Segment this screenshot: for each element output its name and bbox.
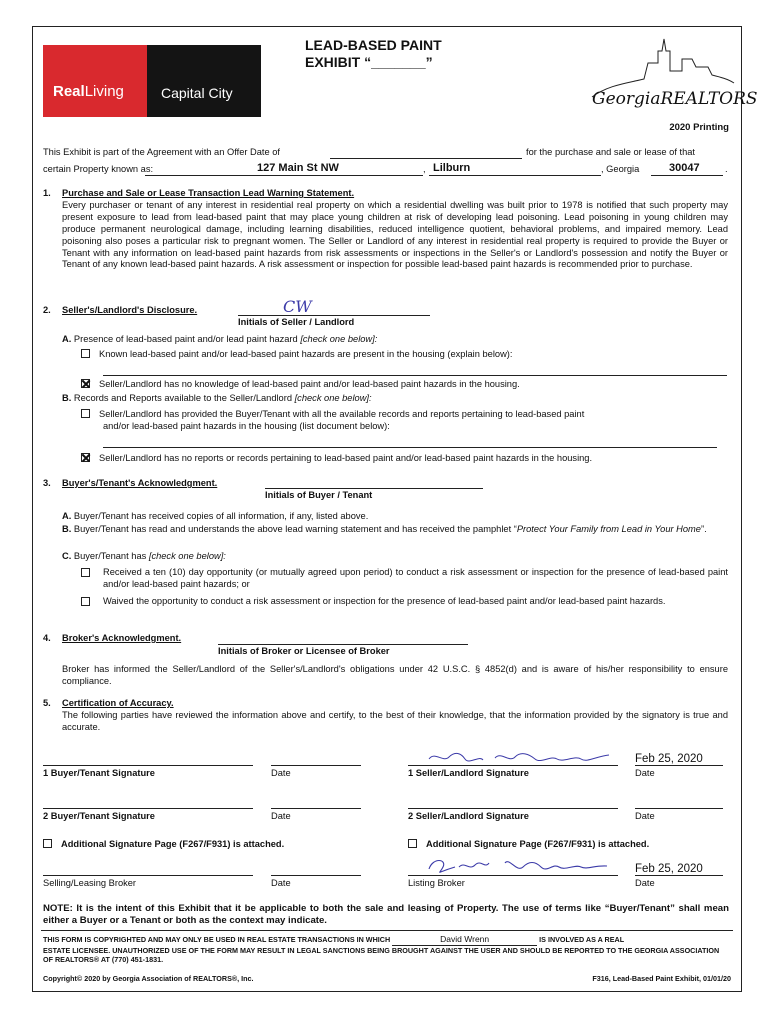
title-line2: EXHIBIT “_______” bbox=[305, 53, 433, 70]
city-value: Lilburn bbox=[433, 162, 471, 174]
s5-num: 5. bbox=[43, 698, 51, 708]
listing-broker-signature-mark bbox=[425, 855, 615, 879]
note-text: NOTE: It is the intent of this Exhibit that it be applicable to both the sale and leasing of Property. The use of terms like “Buyer/Tenant” shall mean either a Buyer or a Tenant or both as the context may indicate. bbox=[43, 903, 729, 927]
buyer1-signature-field[interactable] bbox=[43, 765, 253, 766]
buyer-initials-field[interactable] bbox=[265, 488, 483, 489]
real-living-logo bbox=[43, 45, 147, 117]
footer-form-id: F316, Lead-Based Paint Exhibit, 01/01/20 bbox=[592, 974, 731, 983]
s3c-label: C. bbox=[62, 551, 72, 561]
s3b-item bbox=[62, 524, 728, 536]
s2b-opt1-text-2: and/or lead-based paint hazards in the housing (list document below): bbox=[103, 421, 390, 431]
s3b-end: ”. bbox=[700, 524, 707, 534]
s3c-opt1-checkbox[interactable] bbox=[81, 568, 90, 577]
s2b-opt1-text-1: Seller/Landlord has provided the Buyer/Tenant with all the available records and reports pertaining to lead-based paint bbox=[99, 409, 585, 419]
logo-brand-b: Living bbox=[84, 82, 124, 100]
seller2-label: 2 Seller/Landlord Signature bbox=[408, 811, 529, 821]
listing-broker-date-label: Date bbox=[635, 878, 655, 888]
footer-copyright: Copyright© 2020 by Georgia Association of REALTORS®, Inc. bbox=[43, 974, 254, 983]
s3a-text: Buyer/Tenant has received copies of all information, if any, listed above. bbox=[73, 511, 369, 521]
address-field[interactable] bbox=[145, 175, 423, 176]
s3b-label: B. bbox=[62, 524, 72, 534]
s3c-opt1-text: Received a ten (10) day opportunity (or mutually agreed upon period) to conduct a risk assessment or inspection for the presence of lead-based paint and/or lead-based paint hazards; or bbox=[103, 567, 728, 589]
footer-copy bbox=[43, 934, 729, 964]
selling-broker-field[interactable] bbox=[43, 875, 253, 876]
s3c-hint: [check one below]: bbox=[148, 551, 226, 561]
s2b-documents-field[interactable] bbox=[103, 447, 717, 448]
s2a-explain-field[interactable] bbox=[103, 375, 727, 376]
s2b-opt2-checkbox[interactable] bbox=[81, 453, 90, 462]
s4-body: Broker has informed the Seller/Landlord of the Seller's/Landlord's obligations under 42 U.S.C. § 4852(d) and is aware of his/her responsibility to ensure compliance. bbox=[62, 664, 728, 686]
state-label: , Georgia bbox=[601, 164, 640, 174]
footer-divider bbox=[41, 930, 733, 931]
title-line1: LEAD-BASED PAINT bbox=[305, 37, 442, 53]
s2b-label: B. bbox=[62, 393, 72, 403]
buyer2-date-field[interactable] bbox=[271, 808, 361, 809]
s3-num: 3. bbox=[43, 478, 51, 488]
s1-num: 1. bbox=[43, 188, 51, 198]
additional-seller-text: Additional Signature Page (F267/F931) is attached. bbox=[426, 839, 650, 849]
footer-copy-b: IS INVOLVED AS A REAL bbox=[539, 935, 625, 944]
s5-body: The following parties have reviewed the information above and certify, to the best of their knowledge, that the information provided by the signatory is true and accurate. bbox=[62, 710, 728, 732]
s2b-text: Records and Reports available to the Seller/Landlord bbox=[73, 393, 292, 403]
logo-city: Capital City bbox=[161, 85, 233, 102]
s2-heading: Seller's/Landlord's Disclosure. bbox=[62, 305, 198, 315]
s3c-opt2-text: Waived the opportunity to conduct a risk assessment or inspection for the presence of lead-based paint and/or lead-based paint hazards. bbox=[103, 596, 666, 606]
s1-body: Every purchaser or tenant of any interest in residential real property on which a residential dwelling was built prior to 1978 is notified that such property may present exposure to lead from lead-based paint that may place young children at risk of developing lead poisoning. Lead poisoning in young children may produce permanent neurological damage, including learning disabilities, reduced intelligence quotient, behavioral problems, and impaired memory. Lead poisoning also poses a particular risk to pregnant women. The Seller or Landlord of any interest in residential real property is required to provide the Buyer or Tenant with any information on lead-based paint hazards from risk assessments or inspections in the Seller's or Landlord's possession and notify the Buyer or Tenant of any known lead-based paint hazards. A risk assessment or inspection for possible lead-based paint hazards is recommended prior to purchase. bbox=[62, 200, 728, 270]
listing-broker-label: Listing Broker bbox=[408, 878, 465, 888]
selling-broker-date-label: Date bbox=[271, 878, 291, 888]
s2a-text: Presence of lead-based paint and/or lead paint hazard bbox=[73, 334, 298, 344]
form-page: RealLiving Capital City LEAD-BASED PAINT EXHIBIT “_______” GeorgiaREALTORS 2020 Printing This Exhibit is part of the Agreement with an Offer Date of for the purchase and sale or lease of that certain Property known as: 127 Main St NW , Lilburn , Georgia 30047 . 1. Purchase and Sale or Lease Transaction Lead Warning Statement. Every purchaser or tenant of any interest in residential real property on which a residential dwelling was built prior to 1978 is notified that such property may present exposure to lead from lead-based paint that may place young children at risk of developing lead poisoning. Lead poisoning in young children may produce permanent neurological damage, including learning disabilities, reduced intelligence quotient, behavioral problems, and impaired memory. Lead poisoning also poses a particular risk to pregnant women. The Seller or Landlord of any interest in residential real property is required to provide the Buyer or Tenant with any information on lead-based paint hazards from risk assessments or inspections in the Seller's or Landlord's possession and notify the Buyer or Tenant of any known lead-based paint hazards. A risk assessment or inspection for possible lead-based paint hazards is recommended prior to purchase. 2. Seller's/Landlord's Disclosure. CW Initials of Seller / Landlord A. Presence of lead-based paint and/or lead paint hazard [check one below]: Known lead-based paint and/or lead-based paint hazards are present in the housing (explain below): Seller/Landlord has no knowledge of lead-based paint and/or lead-based paint hazards in the housing. B. Records and Reports available to the Seller/Landlord [check one below]: Seller/Landlord has provided the Buyer/Tenant with all the available records and reports pertaining to lead-based paint and/or lead-based paint hazards in the housing (list document below): Seller/Landlord has no reports or records pertaining to lead-based paint and/or lead-based paint hazards in the housing. 3. Buyer's/Tenant's Acknowledgment. Initials of Buyer / Tenant A. Buyer/Tenant has received copies of all information, if any, listed above. B. Buyer/Tenant has read and understands the above lead warning statement and has received the pamphlet “Protect Your Family from Lead in Your Home”. C. Buyer/Tenant has [check one below]: Received a ten (10) day opportunity (or mutually agreed upon period) to conduct a risk assessment or inspection for the presence of lead-based paint and/or lead-based paint hazards; or Waived the opportunity to conduct a risk assessment or inspection for the presence of lead-based paint and/or lead-based paint hazards. 4. Broker's Acknowledgment. Initials of Broker or Licensee of Broker Broker has informed the Seller/Landlord of the Seller's/Landlord's obligations under 42 U.S.C. § 4852(d) and is aware of his/her responsibility to ensure compliance. 5. Certification of Accuracy. The following parties have reviewed the information above and certify, to the best of their knowledge, that the information provided by the signatory is true and accurate. 1 Buyer/Tenant Signature Date 1 Seller/Landlord Signature Feb 25, 2020 Date 2 Buyer/Tenant Signature Date 2 Seller/Landlord Signature Date Additional Signature Page (F267/F931) is attached. Additional Signature Page (F267/F931) is attached. Selling/Leasing Broker Date Listing Broker Feb 25, 2020 Date NOTE: It is the intent of this Exhibit that it be applicable to both the sale and leasing of Property. The use of terms like “Buyer/Tenant” shall mean either a Buyer or a Tenant or both as the context may indicate. THIS FORM IS COPYRIGHTED AND MAY ONLY BE USED IN REAL ESTATE TRANSACTIONS IN WHICH David Wrenn IS INVOLVED AS A REAL ESTATE LICENSEE. UNAUTHORIZED USE OF THE FORM MAY RESULT IN LEGAL SANCTIONS BEING BROUGHT AGAINST THE USER AND SHOULD BE REPORTED TO THE GEORGIA ASSOCIATION OF REALTORS® AT (770) 451-1831. Copyright© 2020 by Georgia Association of REALTORS®, Inc. F316, Lead-Based Paint Exhibit, 01/01/20 bbox=[32, 26, 742, 992]
seller2-date-field[interactable] bbox=[635, 808, 723, 809]
additional-buyer-text: Additional Signature Page (F267/F931) is attached. bbox=[61, 839, 285, 849]
buyer2-date-label: Date bbox=[271, 811, 291, 821]
selling-broker-label: Selling/Leasing Broker bbox=[43, 878, 137, 888]
buyer1-date-field[interactable] bbox=[271, 765, 361, 766]
s2b-opt1-checkbox[interactable] bbox=[81, 409, 90, 418]
s2a-opt1-text: Known lead-based paint and/or lead-based paint hazards are present in the housing (explain below): bbox=[99, 349, 513, 359]
intro-part1: This Exhibit is part of the Agreement with an Offer Date of bbox=[43, 147, 281, 157]
georgia-realtors-logo bbox=[588, 35, 758, 117]
s2a-opt2-checkbox[interactable] bbox=[81, 379, 90, 388]
seller-initials-label: Initials of Seller / Landlord bbox=[238, 317, 355, 327]
printing-year: 2020 Printing bbox=[669, 122, 729, 133]
intro-part2: for the purchase and sale or lease of that bbox=[526, 147, 696, 157]
s2a-hint: [check one below]: bbox=[300, 334, 378, 344]
buyer2-signature-field[interactable] bbox=[43, 808, 253, 809]
s4-heading: Broker's Acknowledgment. bbox=[62, 633, 182, 643]
broker-initials-label: Initials of Broker or Licensee of Broker bbox=[218, 646, 390, 656]
s4-num: 4. bbox=[43, 633, 51, 643]
buyer1-date-label: Date bbox=[271, 768, 291, 778]
seller1-date-value: Feb 25, 2020 bbox=[635, 753, 703, 765]
footer-licensee: David Wrenn bbox=[392, 934, 537, 946]
s3c-opt2-checkbox[interactable] bbox=[81, 597, 90, 606]
s2a-opt1-checkbox[interactable] bbox=[81, 349, 90, 358]
s2a-label: A. bbox=[62, 334, 72, 344]
s3a-label: A. bbox=[62, 511, 72, 521]
selling-broker-date-field[interactable] bbox=[271, 875, 361, 876]
capital-city-logo bbox=[147, 45, 261, 117]
s3b-text: Buyer/Tenant has read and understands the above lead warning statement and has received the pamphlet “ bbox=[73, 524, 517, 534]
intro-part3: certain Property known as: bbox=[43, 164, 154, 174]
footer-copy-c: ESTATE LICENSEE. UNAUTHORIZED USE OF THE FORM MAY RESULT IN LEGAL SANCTIONS BEING BROUGHT AGAINST THE USER AND SHOULD BE REPORTED TO THE GEORGIA ASSOCIATION OF REALTORS® AT (770) 451-1831. bbox=[43, 945, 720, 964]
footer-copy-a: THIS FORM IS COPYRIGHTED AND MAY ONLY BE USED IN REAL ESTATE TRANSACTIONS IN WHICH bbox=[43, 935, 391, 944]
buyer1-label: 1 Buyer/Tenant Signature bbox=[43, 768, 155, 778]
address-value: 127 Main St NW bbox=[257, 162, 339, 174]
form-title bbox=[305, 37, 442, 71]
s2b-hint: [check one below]: bbox=[294, 393, 372, 403]
buyer2-label: 2 Buyer/Tenant Signature bbox=[43, 811, 155, 821]
s2b-opt2-text: Seller/Landlord has no reports or records pertaining to lead-based paint and/or lead-based paint hazards in the housing. bbox=[99, 453, 593, 463]
additional-buyer-checkbox[interactable] bbox=[43, 839, 52, 848]
seller-initials-value: CW bbox=[283, 297, 312, 316]
s3c-text: Buyer/Tenant has bbox=[73, 551, 147, 561]
logo-brand-a: Real bbox=[53, 82, 85, 100]
s2a-opt2-text: Seller/Landlord has no knowledge of lead-based paint and/or lead-based paint hazards in the housing. bbox=[99, 379, 520, 389]
offer-date-field[interactable] bbox=[330, 158, 522, 159]
seller2-signature-field[interactable] bbox=[408, 808, 618, 809]
s5-heading: Certification of Accuracy. bbox=[62, 698, 174, 708]
buyer-initials-label: Initials of Buyer / Tenant bbox=[265, 490, 373, 500]
additional-seller-checkbox[interactable] bbox=[408, 839, 417, 848]
seller1-date-label: Date bbox=[635, 768, 655, 778]
city-field[interactable] bbox=[429, 175, 601, 176]
s2-num: 2. bbox=[43, 305, 51, 315]
zip-field[interactable] bbox=[651, 175, 723, 176]
s3-heading: Buyer's/Tenant's Acknowledgment. bbox=[62, 478, 218, 488]
seller-initials-field[interactable] bbox=[238, 315, 430, 316]
listing-broker-date-value: Feb 25, 2020 bbox=[635, 863, 703, 875]
seller2-date-label: Date bbox=[635, 811, 655, 821]
logo-right-text: GeorgiaREALTORS bbox=[592, 89, 758, 109]
s3b-pamphlet: Protect Your Family from Lead in Your Home bbox=[516, 524, 701, 534]
broker-initials-field[interactable] bbox=[218, 644, 468, 645]
seller1-label: 1 Seller/Landlord Signature bbox=[408, 768, 529, 778]
zip-value: 30047 bbox=[669, 162, 700, 174]
seller1-signature-mark bbox=[425, 749, 615, 769]
s1-heading: Purchase and Sale or Lease Transaction Lead Warning Statement. bbox=[62, 188, 355, 198]
